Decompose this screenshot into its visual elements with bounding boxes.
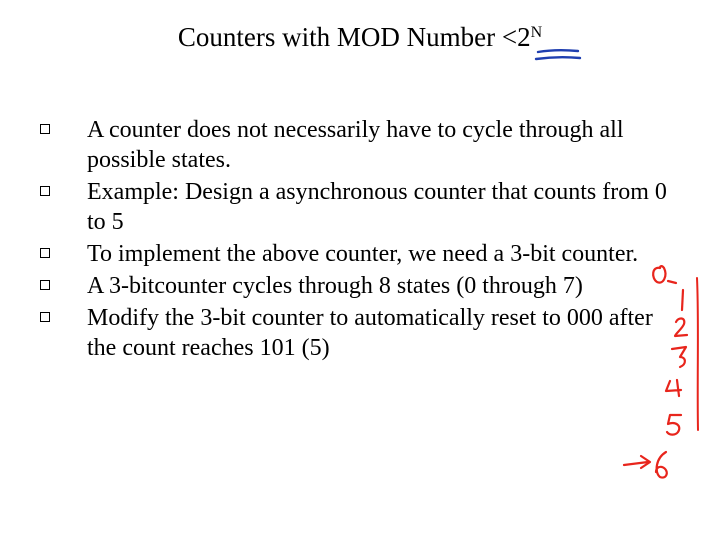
hollow-square-bullet-icon bbox=[40, 248, 50, 258]
hollow-square-bullet-icon bbox=[40, 186, 50, 196]
handwritten-bracket bbox=[697, 278, 698, 430]
slide-title bbox=[0, 20, 720, 54]
bullet-text: A 3-bitcounter cycles through 8 states (0 through 7) bbox=[87, 273, 583, 299]
hollow-square-bullet-icon bbox=[40, 124, 50, 134]
bullet-item bbox=[40, 115, 680, 175]
bullet-item bbox=[40, 303, 680, 363]
title-exponent: N bbox=[530, 24, 543, 41]
bullet-item bbox=[40, 177, 680, 237]
title-less-than-symbol: < bbox=[501, 22, 518, 52]
title-base: 2 bbox=[517, 22, 531, 52]
handwritten-count-5 bbox=[667, 415, 681, 435]
hollow-square-bullet-icon bbox=[40, 312, 50, 322]
title-text: Counters with MOD Number bbox=[177, 22, 502, 52]
handwritten-count-6-with-arrow bbox=[624, 452, 667, 478]
handwritten-count-4 bbox=[666, 380, 681, 396]
bullet-text: Modify the 3-bit counter to automatically reset to 000 after the count reaches 101 (5) bbox=[87, 305, 653, 361]
bullet-list bbox=[40, 115, 680, 365]
bullet-item bbox=[40, 239, 680, 269]
handwritten-count-1 bbox=[682, 290, 683, 310]
bullet-item bbox=[40, 271, 680, 301]
hollow-square-bullet-icon bbox=[40, 280, 50, 290]
bullet-text: To implement the above counter, we need a 3-bit counter. bbox=[87, 241, 639, 267]
bullet-text: Example: Design a asynchronous counter that counts from 0 to 5 bbox=[87, 179, 667, 235]
bullet-text: A counter does not necessarily have to cycle through all possible states. bbox=[87, 117, 624, 173]
